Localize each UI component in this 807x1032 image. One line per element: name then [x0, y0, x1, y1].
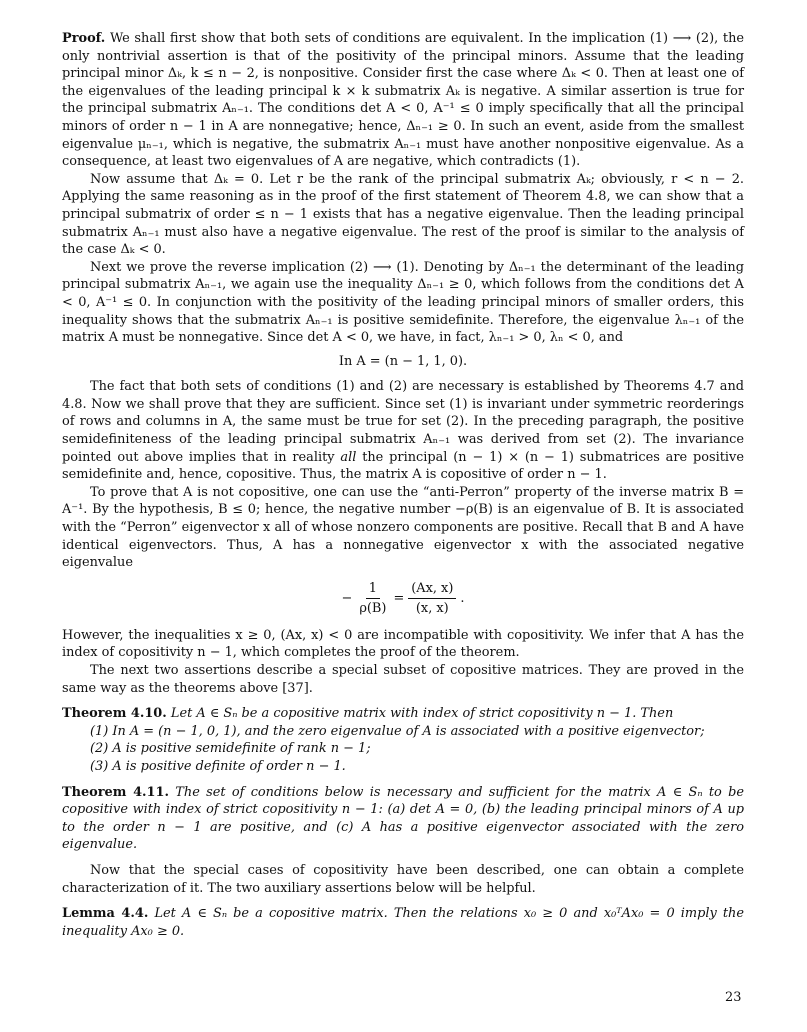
- fraction-left-denominator: ρ(B): [359, 600, 387, 616]
- theorem-4-10-items: [90, 723, 744, 776]
- proof-paragraph-1: [62, 30, 744, 171]
- fraction-left: [356, 580, 389, 617]
- lemma-4-4: [62, 905, 744, 940]
- theorem-4-10-text: Let A ∈ Sₙ be a copositive matrix with index of strict copositivity n − 1. Then: [170, 706, 674, 722]
- proof-text-1: We shall first show that both sets of conditions are equivalent. In the implication (1) ⟶ (2), the only nontrivial assertion is that of the positivity of the principal minors. Assume that the leading principal minor Δₖ, k ≤ n − 2, is nonpositive. Consider first the case where Δₖ < 0. Then at least one of the eigenvalues of the leading principal k × k submatrix Aₖ is negative. A similar assertion is true for the principal submatrix Aₙ₋₁. The conditions det A < 0, A⁻¹ ≤ 0 imply specifically that all the principal minors of order n − 1 in A are nonnegative; hence, Δₙ₋₁ ≥ 0. In such an event, aside from the smallest eigenvalue μₙ₋₁, which is negative, the submatrix Aₙ₋₁ must have another nonpositive eigenvalue. As a consequence, at least two eigenvalues of A are negative, which contradicts (1).: [62, 31, 745, 170]
- proof-paragraph-3: Next we prove the reverse implication (2) ⟶ (1). Denoting by Δₙ₋₁ the determinant of the leading principal submatrix Aₙ₋₁, we again use the inequality Δₙ₋₁ ≥ 0, which follows from the conditions det A < 0, A⁻¹ ≤ 0. In conjunction with the positivity of the leading principal minors of smaller orders, this inequality shows that the submatrix Aₙ₋₁ is positive semidefinite. Therefore, the eigenvalue λₙ₋₁ of the matrix A must be nonnegative. Since det A < 0, we have, in fact, λₙ₋₁ > 0, λₙ < 0, and: [62, 259, 744, 346]
- fraction-right-numerator: (Ax, x): [408, 580, 456, 599]
- lemma-4-4-label: Lemma 4.4.: [62, 906, 149, 922]
- theorem-4-11-label: Theorem 4.11.: [62, 784, 169, 800]
- page-number: 23: [725, 990, 742, 1005]
- equation-eigenvalue-fraction: [62, 580, 744, 617]
- fraction-right-denominator: (x, x): [415, 600, 449, 616]
- fraction-right: [408, 580, 456, 617]
- page-body: [62, 30, 744, 940]
- theorem-4-10-item-2: (2) A is positive semidefinite of rank n − 1;: [90, 741, 371, 757]
- minus-sign: −: [341, 590, 353, 606]
- equation-period: .: [460, 590, 465, 606]
- fraction-left-numerator: 1: [366, 580, 380, 599]
- theorem-4-10-item-3: (3) A is positive definite of order n − 1.: [90, 758, 346, 774]
- proof-text-4a: The fact that both sets of conditions (1) and (2) are necessary is established by Theorems 4.7 and 4.8. Now we shall prove that they are sufficient. Since set (1) is invariant under symmetric reorderings of rows and columns in A, the same must be true for set (2). In the preceding paragraph, the positive semidefiniteness of the leading principal submatrix Aₙ₋₁ was derived from set (2). The invariance pointed out above implies that in reality: [62, 379, 744, 465]
- intro-paragraph: The next two assertions describe a special subset of copositive matrices. They are proved in the same way as the theorems above [37].: [62, 663, 744, 696]
- theorem-4-10: [62, 705, 744, 775]
- equals-sign: =: [393, 590, 405, 606]
- characterization-paragraph: Now that the special cases of copositivity have been described, one can obtain a complete characterization of it. The two auxiliary assertions below will be helpful.: [62, 862, 744, 896]
- theorem-4-10-item-1: (1) In A = (n − 1, 0, 1), and the zero eigenvalue of A is associated with a positive eigenvector;: [90, 723, 705, 739]
- theorem-4-11: [62, 784, 744, 854]
- proof-paragraph-2: Now assume that Δₖ = 0. Let r be the rank of the principal submatrix Aₖ; obviously, r < n − 2. Applying the same reasoning as in the proof of the first statement of Theorem 4.8, we can show that a principal submatrix of order ≤ n − 1 exists that has a negative eigenvalue. Then the leading principal submatrix Aₙ₋₁ must also have a negative eigenvalue. The rest of the proof is similar to the analysis of the case Δₖ < 0.: [62, 171, 744, 258]
- lemma-4-4-text: Let A ∈ Sₙ be a copositive matrix. Then the relations x₀ ≥ 0 and x₀ᵀAx₀ = 0 imply the inequality Ax₀ ≥ 0.: [62, 906, 744, 939]
- theorem-4-11-text: The set of conditions below is necessary and sufficient for the matrix A ∈ Sₙ to be copositive with index of strict copositivity n − 1: (a) det A = 0, (b) the leading principal minors of A up to the order n − 1 are positive, and (c) A has a positive eigenvector associated with the zero eigenvalue.: [62, 784, 744, 853]
- proof-paragraph-4: [62, 378, 744, 484]
- proof-paragraph-5: To prove that A is not copositive, one can use the “anti-Perron” property of the inverse matrix B = A⁻¹. By the hypothesis, B ≤ 0; hence, the negative number −ρ(B) is an eigenvalue of B. It is associated with the “Perron” eigenvector x all of whose nonzero components are positive. Recall that B and A have identical eigenvectors. Thus, A has a nonnegative eigenvector x with the associated negative eigenvalue: [62, 484, 744, 571]
- proof-paragraph-6: However, the inequalities x ≥ 0, (Ax, x) < 0 are incompatible with copositivity. We infer that A has the index of copositivity n − 1, which completes the proof of the theorem.: [62, 627, 744, 661]
- equation-inertia: In A = (n − 1, 1, 0).: [338, 353, 468, 369]
- theorem-4-10-label: Theorem 4.10.: [62, 706, 167, 722]
- emphasis-all: all: [340, 449, 357, 465]
- proof-text-4b: the principal (n − 1) × (n − 1) submatrices are positive semidefinite and, hence, copositive. Thus, the matrix A is copositive of order n − 1.: [62, 449, 744, 483]
- proof-label: Proof.: [62, 31, 106, 46]
